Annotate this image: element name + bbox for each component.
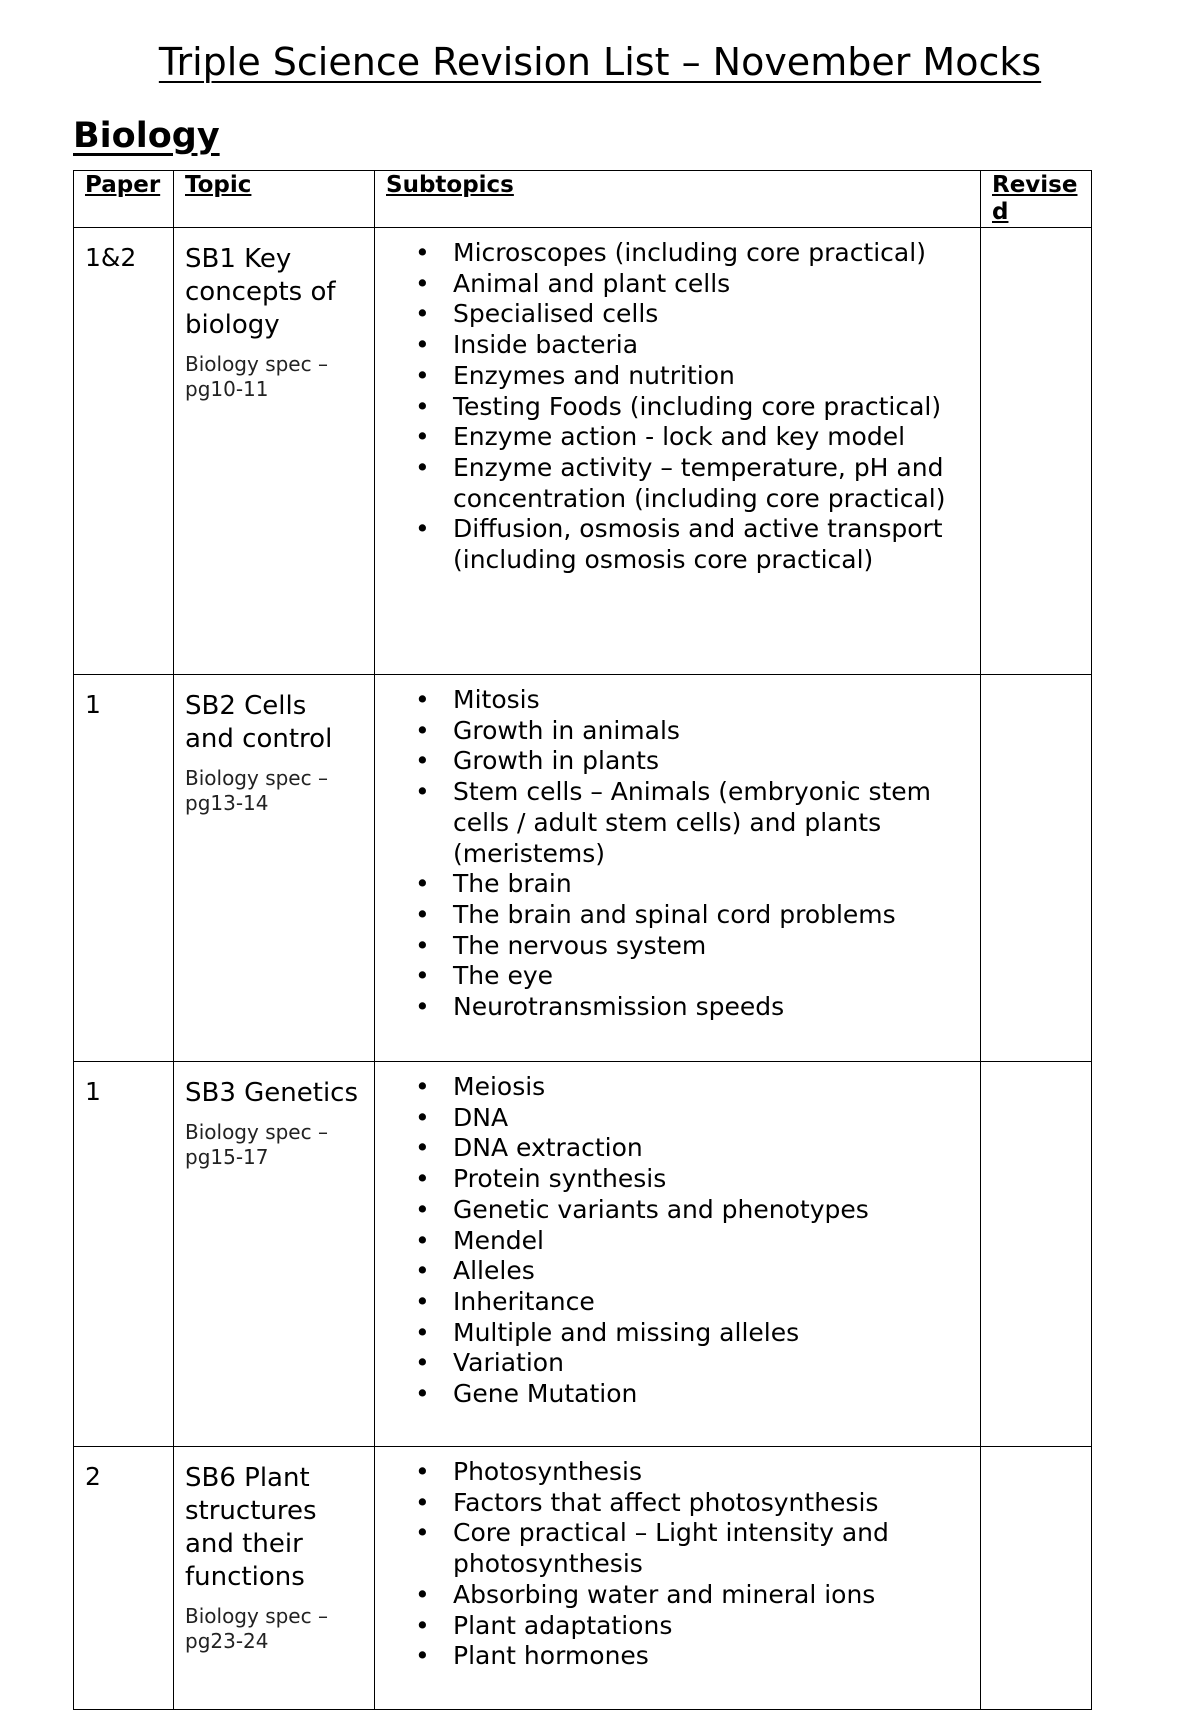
- paper-cell: 2: [74, 1447, 174, 1710]
- topic-name: SB1 Key concepts of biology: [185, 244, 336, 340]
- revision-table: [73, 170, 1092, 1710]
- list-item: • Photosynthesis: [453, 1457, 970, 1488]
- list-item: • The brain and spinal cord problems: [453, 900, 970, 931]
- table-row: [74, 1062, 1092, 1447]
- list-item: • Variation: [453, 1348, 970, 1379]
- paper-cell: 1: [74, 675, 174, 1062]
- section-heading-biology: Biology: [73, 116, 220, 156]
- header-subtopics: Subtopics: [375, 171, 981, 228]
- spec-reference: Biology spec – pg13-14: [185, 766, 328, 815]
- subtopics-cell: [375, 675, 981, 1062]
- list-item: • Enzyme action - lock and key model: [453, 422, 970, 453]
- topic-name: SB6 Plant structures and their functions: [185, 1463, 317, 1592]
- list-item: • DNA extraction: [453, 1133, 970, 1164]
- list-item: • The brain: [453, 869, 970, 900]
- list-item: • Animal and plant cells: [453, 269, 970, 300]
- revised-cell[interactable]: [981, 675, 1092, 1062]
- page-title: Triple Science Revision List – November Mocks: [158, 40, 1042, 84]
- revised-cell[interactable]: [981, 1447, 1092, 1710]
- header-revised: Revised: [981, 171, 1092, 228]
- subtopics-cell: [375, 1062, 981, 1447]
- table-header-row: [74, 171, 1092, 228]
- revised-cell[interactable]: [981, 228, 1092, 675]
- list-item: • Microscopes (including core practical): [453, 238, 970, 269]
- topic-name: SB3 Genetics: [185, 1078, 359, 1108]
- list-item: • Multiple and missing alleles: [453, 1318, 970, 1349]
- list-item: • Growth in animals: [453, 716, 970, 747]
- list-item: • DNA: [453, 1103, 970, 1134]
- list-item: • Inside bacteria: [453, 330, 970, 361]
- list-item: • Absorbing water and mineral ions: [453, 1580, 970, 1611]
- topic-cell: [174, 675, 375, 1062]
- table-row: [74, 228, 1092, 675]
- subtopic-list: [375, 685, 970, 1023]
- paper-cell: 1&2: [74, 228, 174, 675]
- list-item: • Diffusion, osmosis and active transport (including osmosis core practical): [453, 514, 970, 575]
- list-item: • Mendel: [453, 1226, 970, 1257]
- list-item: • Genetic variants and phenotypes: [453, 1195, 970, 1226]
- topic-cell: [174, 1447, 375, 1710]
- subtopics-cell: [375, 1447, 981, 1710]
- list-item: • Alleles: [453, 1256, 970, 1287]
- list-item: • Testing Foods (including core practical): [453, 392, 970, 423]
- subtopic-list: [375, 238, 970, 576]
- list-item: • Plant adaptations: [453, 1611, 970, 1642]
- subtopic-list: [375, 1072, 970, 1410]
- list-item: • Inheritance: [453, 1287, 970, 1318]
- list-item: • Meiosis: [453, 1072, 970, 1103]
- list-item: • Core practical – Light intensity and photosynthesis: [453, 1518, 970, 1579]
- list-item: • Plant hormones: [453, 1641, 970, 1672]
- list-item: • Factors that affect photosynthesis: [453, 1488, 970, 1519]
- topic-cell: [174, 1062, 375, 1447]
- list-item: • The nervous system: [453, 931, 970, 962]
- header-paper: Paper: [74, 171, 174, 228]
- list-item: • Gene Mutation: [453, 1379, 970, 1410]
- list-item: • The eye: [453, 961, 970, 992]
- list-item: • Enzyme activity – temperature, pH and concentration (including core practical): [453, 453, 970, 514]
- revised-cell[interactable]: [981, 1062, 1092, 1447]
- topic-name: SB2 Cells and control: [185, 691, 333, 754]
- topic-cell: [174, 228, 375, 675]
- spec-reference: Biology spec – pg15-17: [185, 1120, 328, 1169]
- list-item: • Stem cells – Animals (embryonic stem cells / adult stem cells) and plants (meristems): [453, 777, 970, 869]
- paper-cell: 1: [74, 1062, 174, 1447]
- list-item: • Neurotransmission speeds: [453, 992, 970, 1023]
- spec-reference: Biology spec – pg23-24: [185, 1604, 328, 1653]
- list-item: • Enzymes and nutrition: [453, 361, 970, 392]
- subtopic-list: [375, 1457, 970, 1672]
- list-item: • Protein synthesis: [453, 1164, 970, 1195]
- list-item: • Growth in plants: [453, 746, 970, 777]
- table-row: [74, 675, 1092, 1062]
- subtopics-cell: [375, 228, 981, 675]
- header-topic: Topic: [174, 171, 375, 228]
- table-row: [74, 1447, 1092, 1710]
- spec-reference: Biology spec – pg10-11: [185, 352, 328, 401]
- list-item: • Specialised cells: [453, 299, 970, 330]
- list-item: • Mitosis: [453, 685, 970, 716]
